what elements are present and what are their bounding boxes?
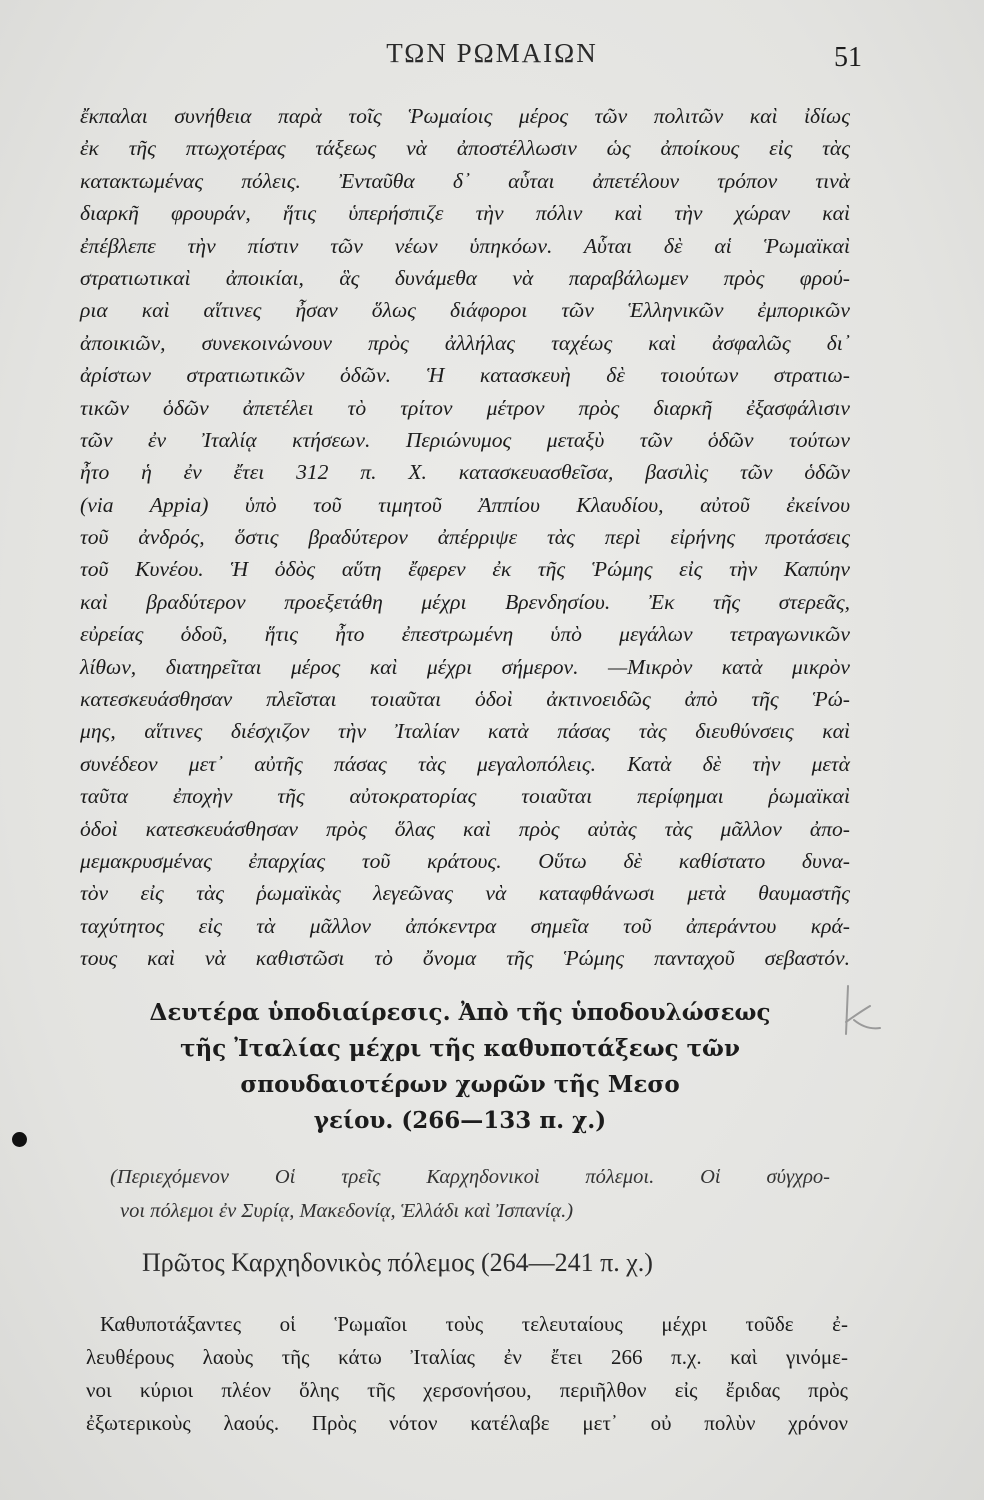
text-line: συνέδεον μετ᾽ αὐτῆς πάσας τὰς μεγαλοπόλεις. Κατὰ δὲ τὴν μετὰ	[80, 751, 850, 776]
running-head	[0, 38, 984, 78]
contents-line: (Περιεχόμενον Οἱ τρεῖς Καρχηδονικοὶ πόλεμοι. Οἱ σύγχρο-	[110, 1166, 830, 1188]
text-line: ἐπέβλεπε τὴν πίστιν τῶν νέων ὑπηκόων. Αὗται δὲ αἱ Ῥωμαϊκαὶ	[80, 233, 850, 258]
section-title: Πρῶτος Καρχηδονικὸς πόλεμος (264—241 π. χ.)	[142, 1248, 653, 1277]
text-line: ἐκ τῆς πτωχοτέρας τάξεως νὰ ἀποστέλλωσιν ὡς ἀποίκους εἰς τὰς	[80, 136, 850, 161]
text-line: τους καὶ νὰ καθιστῶσι τὸ ὄνομα τῆς Ῥώμης πανταχοῦ σεβαστόν.	[80, 946, 850, 971]
text-line: ἀρίστων στρατιωτικῶν ὁδῶν. Ἡ κατασκευὴ δὲ τοιούτων στρατιω-	[80, 363, 850, 388]
text-line: καὶ βραδύτερον προεξετάθη μέχρι Βρενδησίου. Ἐκ τῆς στερεᾶς,	[80, 589, 850, 614]
text-line: τὸν εἰς τὰς ῥωμαϊκὰς λεγεῶνας νὰ καταφθάνωσι μετὰ θαυμαστῆς	[80, 881, 850, 906]
text-line: εὐρείας ὁδοῦ, ἥτις ἦτο ἐπεστρωμένη ὑπὸ μεγάλων τετραγωνικῶν	[80, 622, 850, 647]
text-line: ὁδοὶ κατεσκευάσθησαν πρὸς ὅλας καὶ πρὸς αὐτὰς τὰς μᾶλλον ἀπο-	[80, 816, 850, 841]
text-line: κατακτωμένας πόλεις. Ἐνταῦθα δ᾽ αὗται ἀπετέλουν τρόπον τινὰ	[80, 168, 850, 193]
text-line: νοι κύριοι πλέον ὅλης τῆς χερσονήσου, περιῆλθον εἰς ἔριδας πρὸς	[86, 1378, 848, 1402]
text-line: ἔκπαλαι συνήθεια παρὰ τοῖς Ῥωμαίοις μέρος τῶν πολιτῶν καὶ ἰδίως	[80, 104, 850, 128]
text-line: ἀποικιῶν, συνεκοινώνουν πρὸς ἀλλήλας ταχέως καὶ ἀσφαλῶς δι᾽	[80, 330, 850, 355]
contents-line: νοι πόλεμοι ἐν Συρίᾳ, Μακεδονίᾳ, Ἑλλάδι καὶ Ἰσπανίᾳ.)	[120, 1200, 574, 1222]
paragraph-first-punic-war	[86, 1308, 848, 1440]
heading-line: Δευτέρα ὑποδιαίρεσις. Ἀπὸ τῆς ὑποδουλώσεως	[149, 999, 771, 1026]
text-line: τῶν ἐν Ἰταλίᾳ κτήσεων. Περιώνυμος μεταξὺ τῶν ὁδῶν τούτων	[80, 427, 850, 452]
text-line: Καθυποτάξαντες οἱ Ῥωμαῖοι τοὺς τελευταίους μέχρι τοῦδε ἐ-	[100, 1312, 848, 1336]
text-line: τικῶν ὁδῶν ἀπετέλει τὸ τρίτον μέτρον πρὸς διαρκῆ ἐξασφάλισιν	[80, 395, 850, 420]
subdivision-heading	[90, 995, 830, 1139]
text-line: διαρκῆ φρουράν, ἥτις ὑπερήσπιζε τὴν πόλιν καὶ τὴν χώραν καὶ	[80, 201, 850, 226]
heading-line: σπουδαιοτέρων χωρῶν τῆς Μεσο	[240, 1071, 680, 1098]
margin-dot	[12, 1132, 27, 1147]
page-number: 51	[834, 42, 862, 73]
text-line: ἐξωτερικοὺς λαούς. Πρὸς νότον κατέλαβε μετ᾽ οὐ πολὺν χρόνον	[86, 1411, 848, 1435]
text-line: λευθέρους λαοὺς τῆς κάτω Ἰταλίας ἐν ἔτει 266 π.χ. καὶ γινόμε-	[86, 1345, 848, 1369]
text-line: λίθων, διατηρεῖται μέρος καὶ μέχρι σήμερον. —Μικρὸν κατὰ μικρὸν	[80, 654, 850, 679]
contents-summary	[110, 1160, 830, 1228]
text-line: τοῦ ἀνδρός, ὅστις βραδύτερον ἀπέρριψε τὰς περὶ εἰρήνης προτάσεις	[80, 525, 850, 550]
text-line: τοῦ Κυνέου. Ἡ ὁδὸς αὕτη ἔφερεν ἐκ τῆς Ῥώμης εἰς τὴν Καπύην	[80, 557, 850, 582]
heading-line: τῆς Ἰταλίας μέχρι τῆς καθυποτάξεως τῶν	[180, 1035, 740, 1062]
text-line: ρια καὶ αἵτινες ἦσαν ὅλως διάφοροι τῶν Ἑλληνικῶν ἐμπορικῶν	[80, 298, 850, 323]
margin-pencil-mark	[840, 982, 886, 1042]
text-line: ταῦτα ἐποχὴν τῆς αὐτοκρατορίας τοιαῦται περίφημαι ῥωμαϊκαὶ	[80, 784, 850, 809]
text-line: κατεσκευάσθησαν πλεῖσται τοιαῦται ὁδοὶ ἀκτινοειδῶς ἀπὸ τῆς Ῥώ-	[80, 687, 850, 712]
text-line: (via Appia) ὑπὸ τοῦ τιμητοῦ Ἀππίου Κλαυδίου, αὐτοῦ ἐκείνου	[80, 492, 850, 517]
text-line: ταχύτητος εἰς τὰ μᾶλλον ἀπόκεντρα σημεῖα τοῦ ἀπεράντου κρά-	[80, 913, 850, 938]
text-line: μης, αἵτινες διέσχιζον τὴν Ἰταλίαν κατὰ πάσας τὰς διευθύνσεις καὶ	[80, 719, 850, 744]
text-line: στρατιωτικαὶ ἀποικίαι, ἃς δυνάμεθα νὰ παραβάλωμεν πρὸς φρού-	[80, 265, 850, 290]
running-title: ΤΩΝ ΡΩΜΑΙΩΝ	[386, 38, 598, 68]
paragraph-roman-colonies	[80, 100, 850, 975]
text-line: μεμακρυσμένας ἐπαρχίας τοῦ κράτους. Οὕτω δὲ καθίστατο δυνα-	[80, 848, 850, 873]
heading-line: γείου. (266—133 π. χ.)	[313, 1107, 607, 1134]
text-line: ἦτο ἡ ἐν ἔτει 312 π. Χ. κατασκευασθεῖσα, βασιλὶς τῶν ὁδῶν	[80, 460, 850, 485]
